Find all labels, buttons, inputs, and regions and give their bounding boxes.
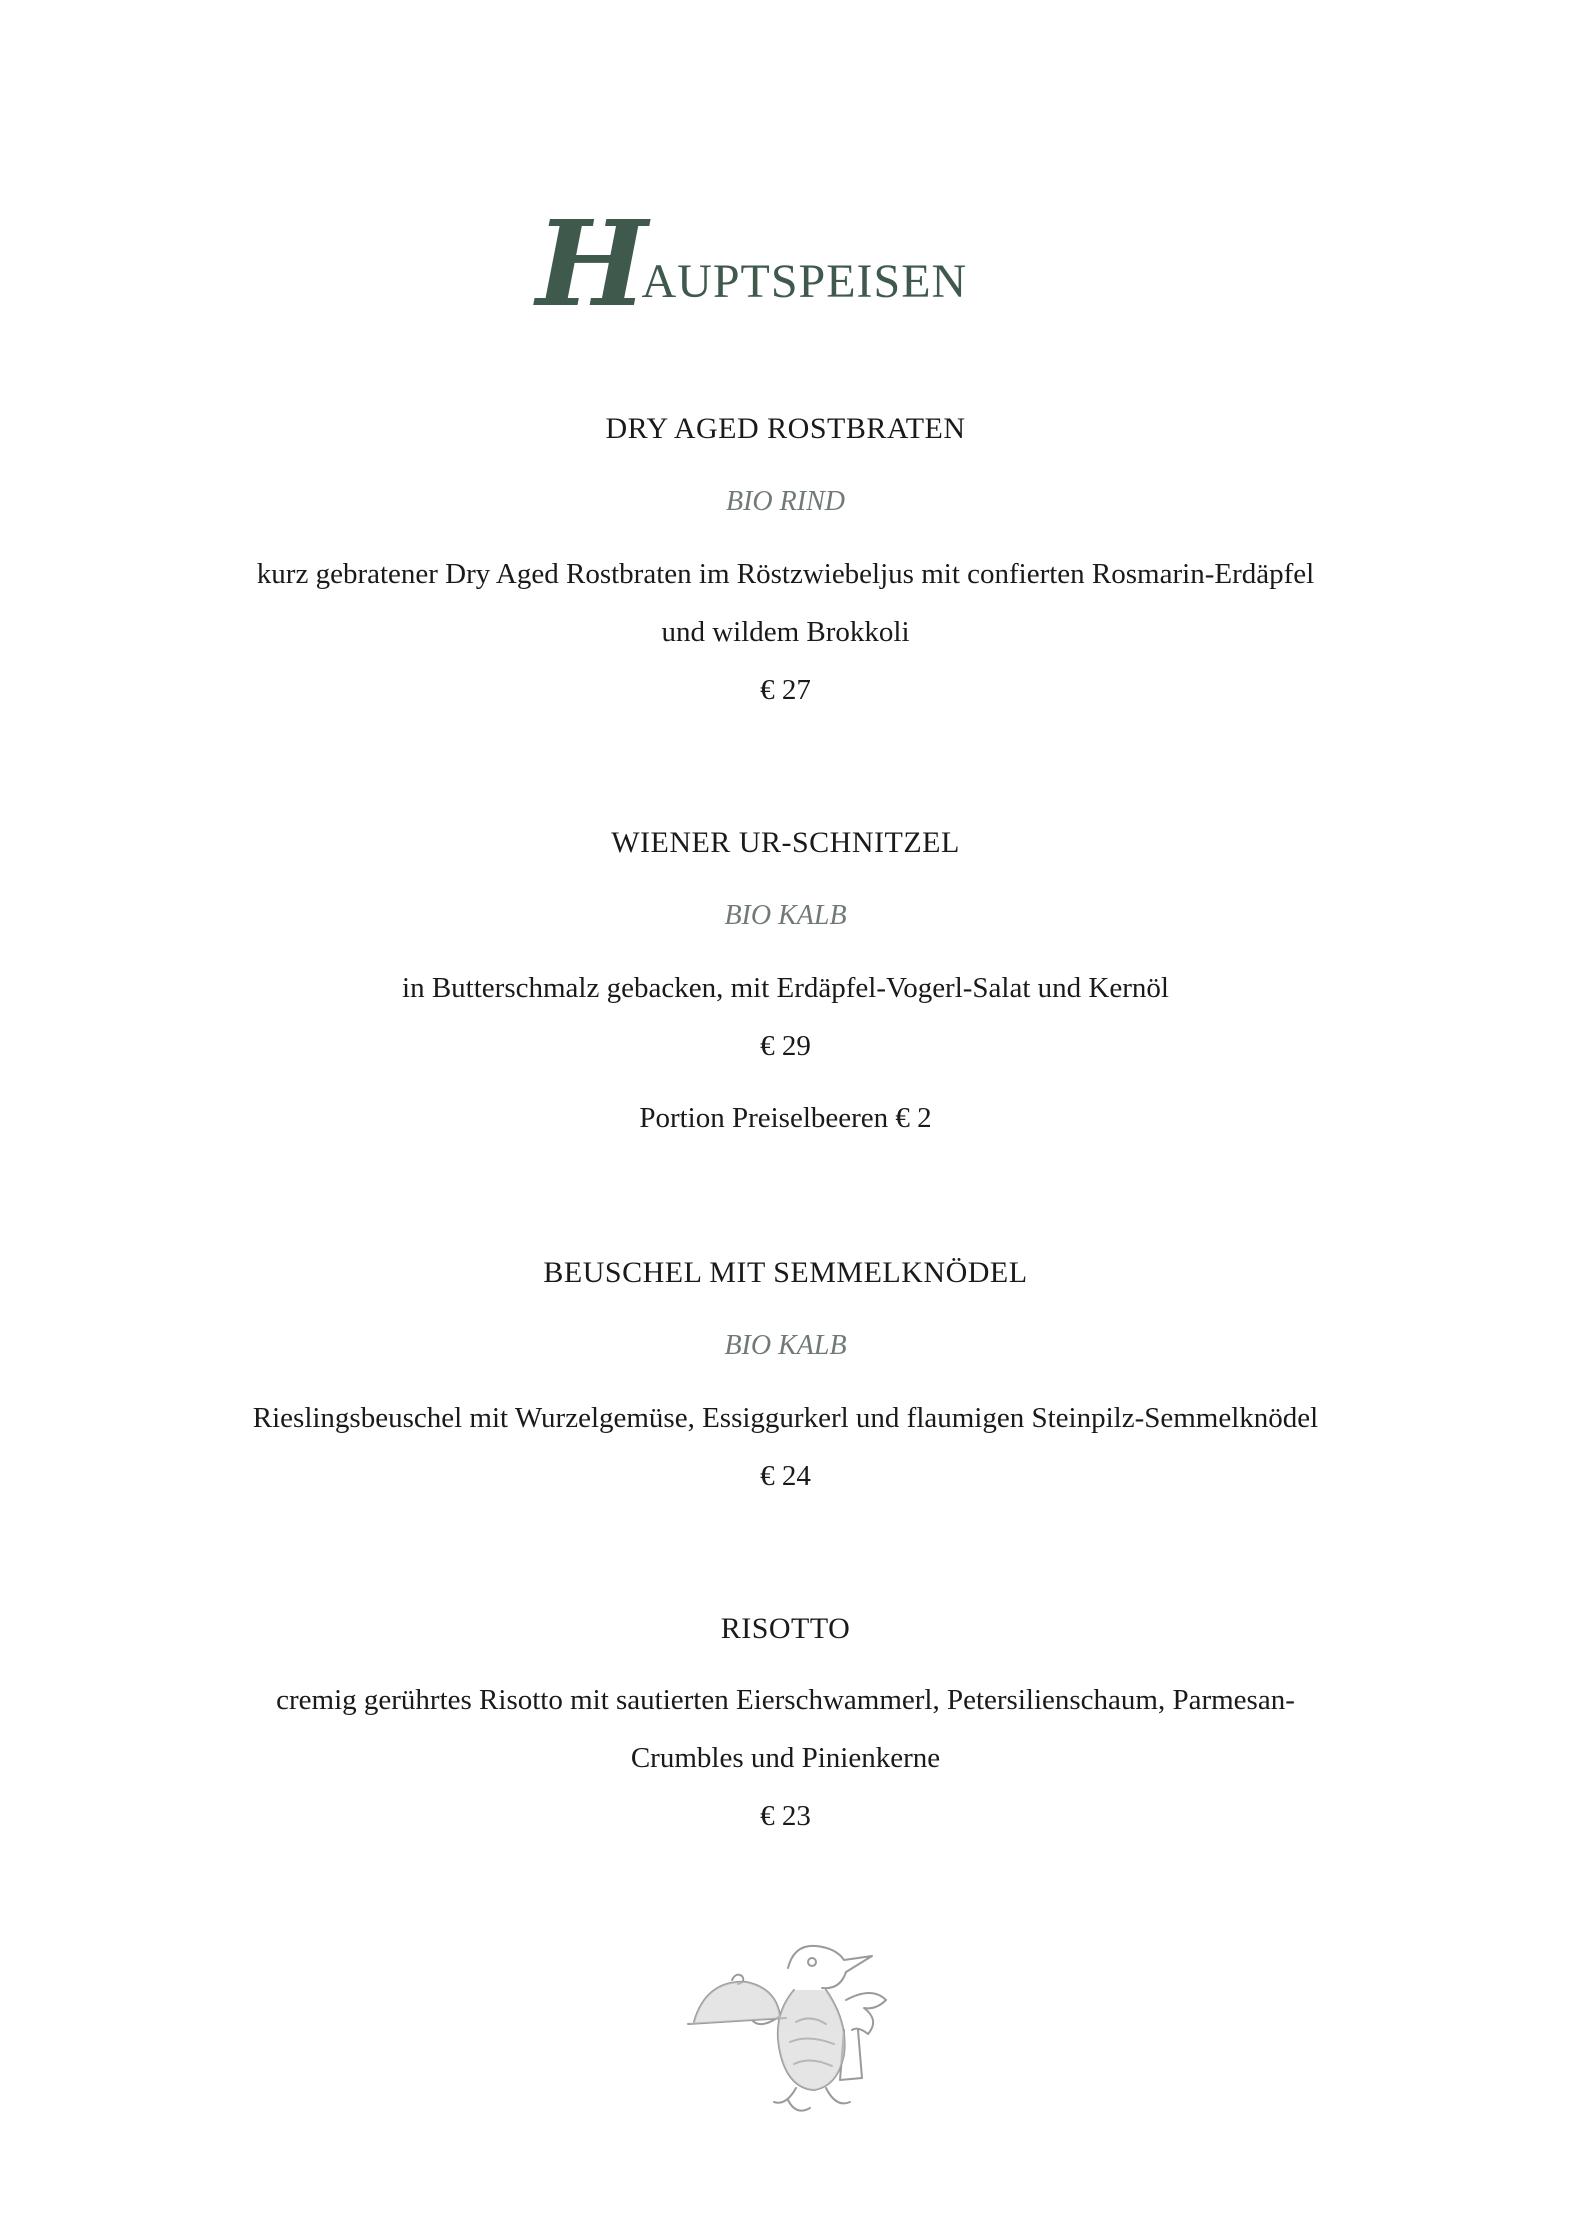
- dish-description: cremig gerührtes Risotto mit sautierten Eierschwammerl, Petersilienschaum, Parmesan-: [276, 1684, 1295, 1716]
- dish-name: RISOTTO: [720, 1612, 851, 1645]
- dish-description: Crumbles und Pinienkerne: [630, 1742, 941, 1774]
- dish-description: in Butterschmalz gebacken, mit Erdäpfel-Vogerl-Salat und Kernöl: [402, 972, 1169, 1004]
- dish-extra: Portion Preiselbeeren € 2: [639, 1102, 932, 1134]
- dish-price: € 23: [760, 1800, 811, 1832]
- dish-origin: BIO KALB: [724, 900, 847, 931]
- dish-description: kurz gebratener Dry Aged Rostbraten im Röstzwiebeljus mit confierten Rosmarin-Erdäpfel: [256, 558, 1315, 590]
- dish-price: € 24: [760, 1460, 811, 1492]
- dish-price: € 29: [760, 1030, 811, 1062]
- dish-origin: BIO KALB: [724, 1330, 847, 1361]
- title-initial: H: [536, 194, 642, 333]
- dish-description: und wildem Brokkoli: [661, 616, 910, 648]
- dish-name: WIENER UR-SCHNITZEL: [611, 826, 960, 859]
- page-title: [536, 194, 968, 333]
- dish-description: Rieslingsbeuschel mit Wurzelgemüse, Essiggurkerl und flaumigen Steinpilz-Semmelknödel: [252, 1402, 1319, 1434]
- dish-price: € 27: [760, 674, 811, 706]
- title-text: AUPTSPEISEN: [641, 255, 968, 308]
- bird-waiter-emblem-icon: [676, 1930, 896, 2130]
- dish-origin: BIO RIND: [726, 486, 845, 517]
- dish-name: BEUSCHEL MIT SEMMELKNÖDEL: [543, 1256, 1028, 1289]
- dish-name: DRY AGED ROSTBRATEN: [605, 412, 966, 445]
